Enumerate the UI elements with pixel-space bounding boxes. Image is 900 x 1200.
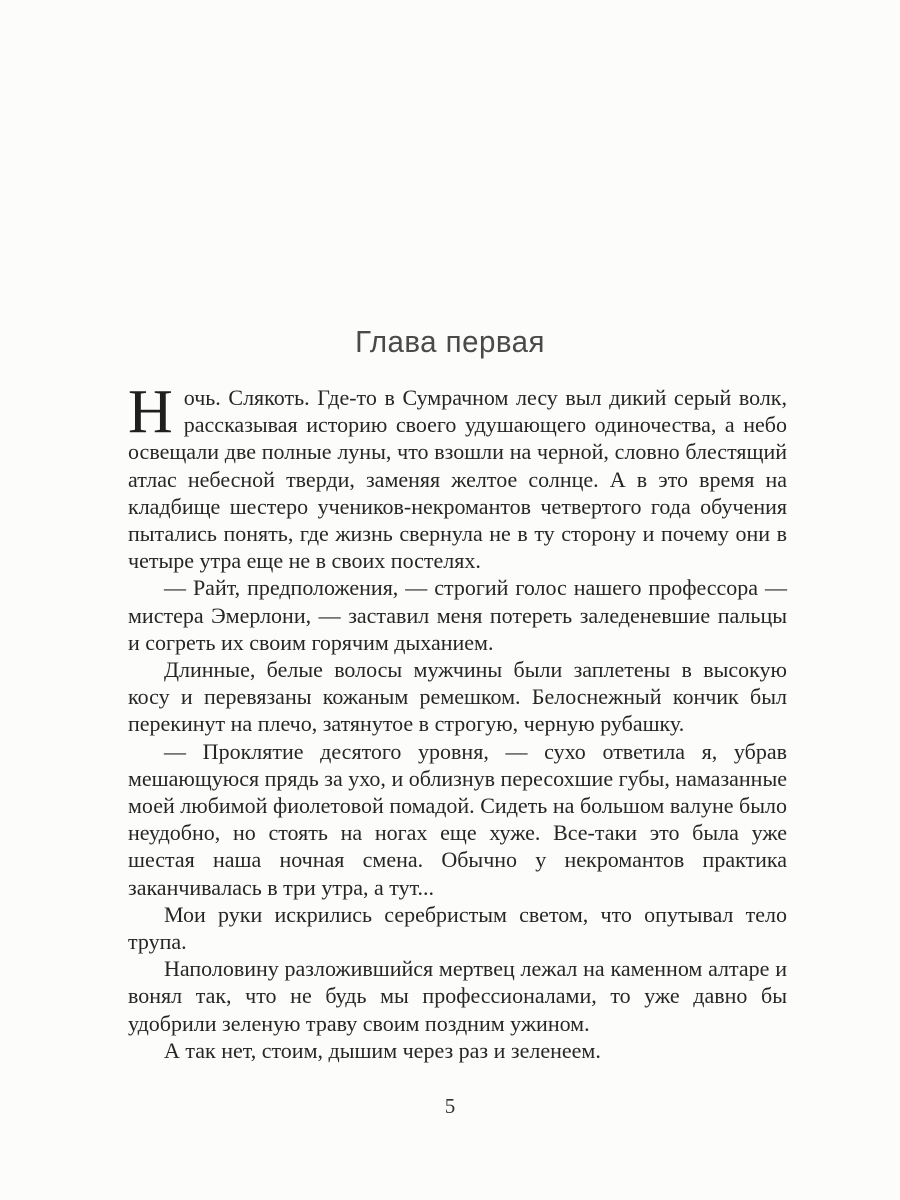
chapter-title: Глава первая [355, 324, 545, 359]
paragraph: Ночь. Слякоть. Где-то в Сумрачном лесу выл дикий серый волк, рассказывая историю своего удушающего одиночества, а небо освещали две полные луны, что взошли на черной, словно блестящий атлас небесной тверди, заменяя желтое солнце. А в это время на кладбище шестеро учеников-некромантов четвертого года обучения пытались понять, где жизнь свернула не в ту сторону и почему они в четыре утра еще не в своих постелях. [128, 378, 787, 574]
paragraph: Наполовину разложившийся мертвец лежал на каменном алтаре и вонял так, что не будь мы профессионалами, то уже давно бы удобрили зеленую траву своим поздним ужином. [128, 956, 787, 1036]
paragraph: — Проклятие десятого уровня, — сухо ответила я, убрав мешающуюся прядь за ухо, и облизнув пересохшие губы, намазанные моей любимой фиолетовой помадой. Сидеть на большом валуне было неудобно, но стоять на ногах еще хуже. Все-таки это была уже шестая наша ночная смена. Обычно у некромантов практика заканчивалась в три утра, а тут... [128, 738, 787, 900]
text-block [128, 378, 787, 1064]
paragraph: А так нет, стоим, дышим через раз и зеленеем. [164, 1037, 601, 1063]
page-number: 5 [444, 1094, 456, 1118]
drop-cap: Н [128, 378, 173, 446]
paragraph: — Райт, предположения, — строгий голос нашего профессора — мистера Эмерлони, — заставил меня потереть заледеневшие пальцы и согреть их своим горячим дыханием. [128, 575, 787, 655]
paragraph: Мои руки искрились серебристым светом, что опутывал тело трупа. [128, 901, 787, 955]
paragraph: Длинные, белые волосы мужчины были заплетены в высокую косу и перевязаны кожаным ремешком. Белоснежный кончик был перекинут на плечо, затянутое в строгую, черную рубашку. [128, 657, 787, 737]
